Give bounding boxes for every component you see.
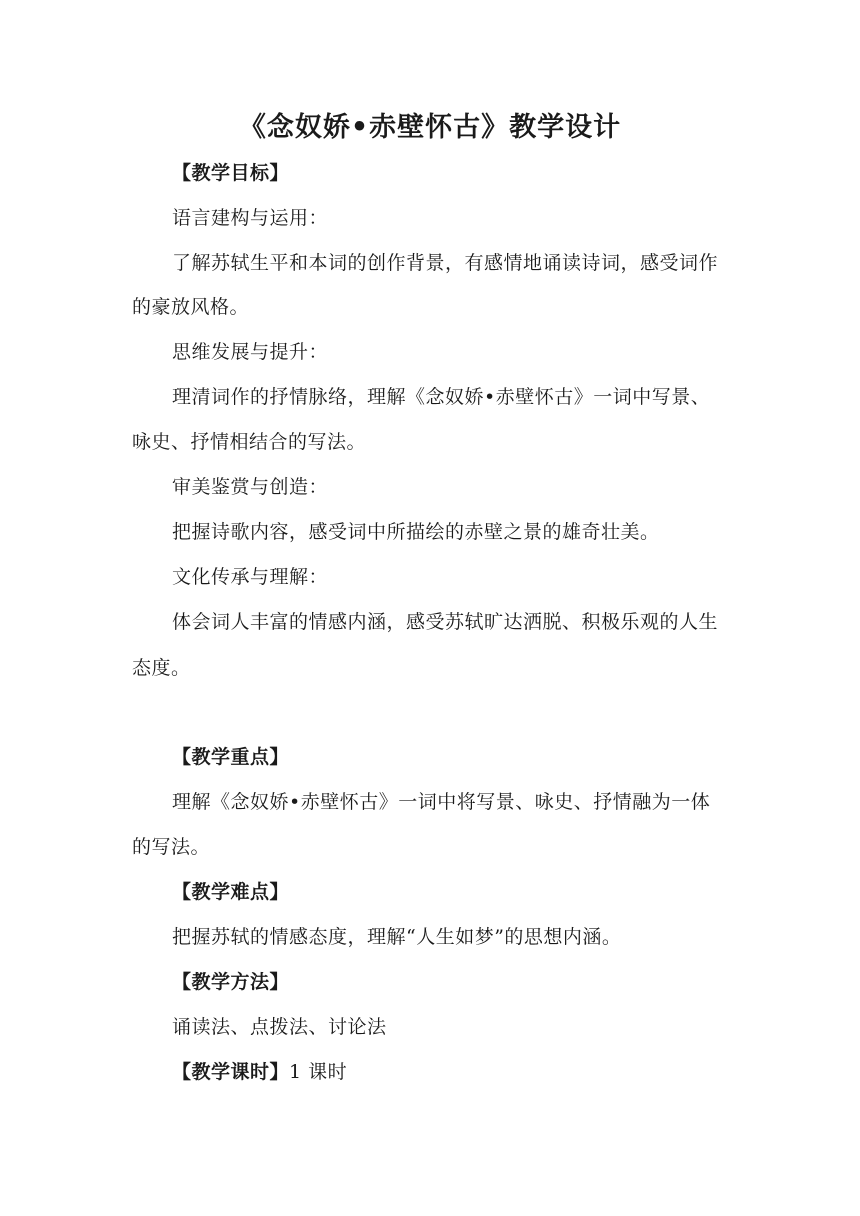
objective-3-text-line1: 把握诗歌内容，感受词中所描绘的赤壁之景的雄奇壮美。 [172, 521, 660, 543]
periods-value: 1 课时 [289, 1061, 348, 1083]
methods-text-line1: 诵读法、点拨法、讨论法 [172, 1016, 387, 1038]
objective-1-subheading: 语言建构与运用： [172, 207, 329, 229]
key-points-text-line1: 理解《念奴娇•赤壁怀古》一词中将写景、咏史、抒情融为一体 [172, 791, 711, 813]
difficulties-text-line1: 把握苏轼的情感态度，理解“人生如梦”的思想内涵。 [172, 926, 622, 948]
document-title: 《念奴娇•赤壁怀古》教学设计 [238, 112, 622, 143]
periods-heading: 【教学课时】 [172, 1061, 290, 1083]
objectives-heading: 【教学目标】 [172, 162, 290, 184]
objective-2-subheading: 思维发展与提升： [172, 341, 329, 363]
key-points-heading: 【教学重点】 [172, 746, 290, 768]
objective-4-text-line2: 态度。 [132, 657, 191, 679]
objective-4-text-line1: 体会词人丰富的情感内涵，感受苏轼旷达洒脱、积极乐观的人生 [172, 611, 719, 633]
periods-line [172, 1058, 732, 1086]
objective-1-text-line2: 的豪放风格。 [132, 296, 250, 318]
objective-1-text-line1: 了解苏轼生平和本词的创作背景，有感情地诵读诗词，感受词作 [172, 252, 719, 274]
objective-3-subheading: 审美鉴赏与创造： [172, 476, 329, 498]
objective-4-subheading: 文化传承与理解： [172, 566, 329, 588]
objective-2-text-line1: 理清词作的抒情脉络，理解《念奴娇•赤壁怀古》一词中写景、 [172, 386, 711, 408]
methods-heading: 【教学方法】 [172, 971, 290, 993]
difficulties-heading: 【教学难点】 [172, 881, 290, 903]
objective-2-text-line2: 咏史、抒情相结合的写法。 [132, 431, 367, 453]
key-points-text-line2: 的写法。 [132, 836, 211, 858]
